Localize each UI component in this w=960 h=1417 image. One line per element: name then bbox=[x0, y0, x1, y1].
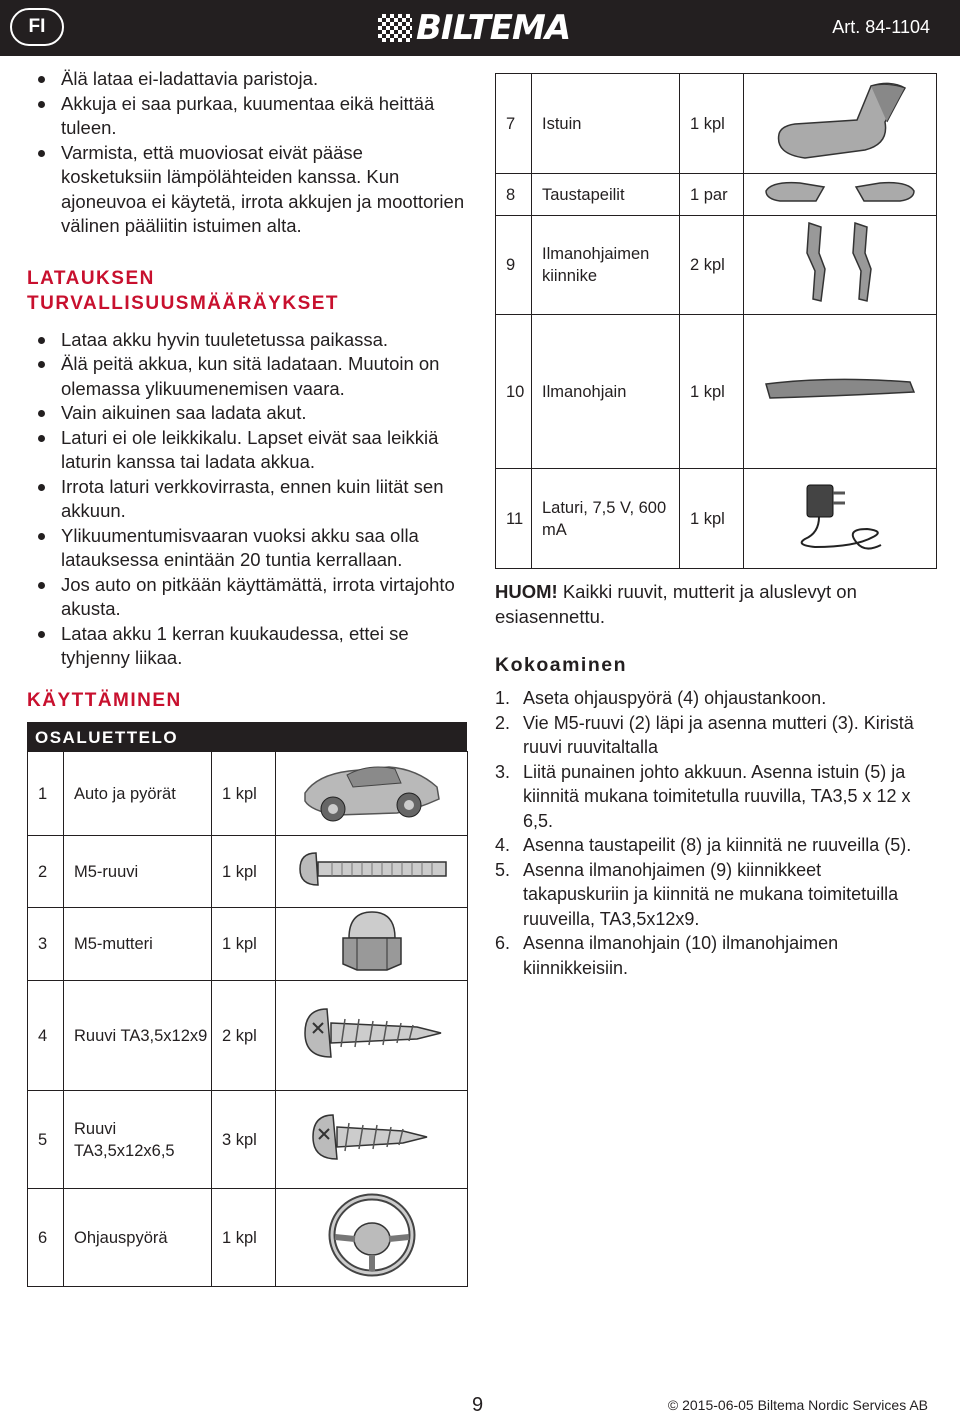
cap-nut-icon bbox=[337, 908, 407, 974]
screw-icon bbox=[307, 1107, 437, 1167]
mirrors-icon bbox=[760, 177, 920, 207]
note bbox=[495, 580, 935, 629]
table-row bbox=[28, 1189, 468, 1287]
part-name: Istuin bbox=[532, 74, 680, 174]
part-number: 7 bbox=[496, 74, 532, 174]
article-number: Art. 84-1104 bbox=[832, 17, 930, 37]
part-name: Ohjauspyörä bbox=[64, 1189, 212, 1287]
step-text: Asenna ilmanohjaimen (9) kiinnikkeet takapuskuriin ja kiinnitä ne mukana toimitetuilla ruuveilla, TA3,5x12x9. bbox=[523, 859, 899, 929]
table-row bbox=[28, 908, 468, 981]
page-number: 9 bbox=[472, 1394, 484, 1416]
bolt-icon bbox=[292, 849, 452, 889]
table-row bbox=[28, 1091, 468, 1189]
list-item: Vain aikuinen saa ladata akut. bbox=[27, 401, 467, 426]
charging-bullet-list bbox=[27, 328, 467, 671]
list-item: Jos auto on pitkään käyttämättä, irrota virtajohto akusta. bbox=[27, 573, 467, 622]
part-name: Taustapeilit bbox=[532, 174, 680, 216]
list-item: 3. Liitä punainen johto akkuun. Asenna istuin (5) ja kiinnitä mukana toimitetulla ruuvilla, TA3,5 x 12 x 6,5. bbox=[495, 761, 911, 831]
language-badge: FI bbox=[10, 8, 64, 46]
list-item: Varmista, että muoviosat eivät pääse kosketuksiin lämpölähteiden kanssa. Kun ajoneuvoa ei käytetä, irrota akkujen ja moottorien välinen pääliitin istuimen alta. bbox=[27, 141, 467, 239]
screw-icon bbox=[297, 1001, 447, 1065]
table-row bbox=[496, 174, 937, 216]
part-qty: 1 kpl bbox=[680, 315, 744, 469]
car-icon bbox=[297, 753, 447, 829]
part-name: Auto ja pyörät bbox=[64, 752, 212, 836]
part-qty: 1 kpl bbox=[680, 469, 744, 569]
parts-table bbox=[27, 751, 468, 1287]
part-name: Ilmanohjaimen kiinnike bbox=[532, 216, 680, 315]
list-item: 4. Asenna taustapeilit (8) ja kiinnitä ne ruuveilla (5). bbox=[495, 835, 912, 855]
note-label: HUOM! bbox=[495, 581, 558, 602]
table-row bbox=[496, 315, 937, 469]
step-text: Asenna ilmanohjain (10) ilmanohjaimen kiinnikkeisiin. bbox=[523, 933, 839, 978]
parts-table-right bbox=[495, 73, 937, 569]
copyright: © 2015-06-05 Biltema Nordic Services AB bbox=[667, 1397, 928, 1413]
part-number: 11 bbox=[496, 469, 532, 569]
part-number: 9 bbox=[496, 216, 532, 315]
part-qty: 1 kpl bbox=[212, 752, 276, 836]
part-number: 2 bbox=[28, 836, 64, 908]
note-text: Kaikki ruuvit, mutterit ja aluslevyt on esiasennettu. bbox=[495, 581, 857, 627]
part-number: 10 bbox=[496, 315, 532, 469]
spoiler-bracket-icon bbox=[795, 219, 885, 305]
list-item: Ylikuumentumisvaaran vuoksi akku saa olla latauksessa enintään 20 tuntia kerrallaan. bbox=[27, 524, 467, 573]
table-row bbox=[496, 74, 937, 174]
part-number: 3 bbox=[28, 908, 64, 981]
part-name: Ilmanohjain bbox=[532, 315, 680, 469]
list-item: Lataa akku 1 kerran kuukaudessa, ettei se tyhjenny liikaa. bbox=[27, 622, 467, 671]
table-row bbox=[496, 469, 937, 569]
seat-icon bbox=[765, 78, 915, 164]
table-row bbox=[28, 981, 468, 1091]
steering-wheel-icon bbox=[327, 1193, 417, 1277]
table-row bbox=[496, 216, 937, 315]
biltema-logo bbox=[378, 8, 571, 48]
step-text: Aseta ohjauspyörä (4) ohjaustankoon. bbox=[523, 688, 827, 708]
table-row bbox=[28, 836, 468, 908]
table-row bbox=[28, 752, 468, 836]
list-item: Akkuja ei saa purkaa, kuumentaa eikä heittää tuleen. bbox=[27, 92, 467, 141]
part-qty: 1 kpl bbox=[212, 908, 276, 981]
left-column bbox=[27, 67, 467, 671]
part-name: M5-ruuvi bbox=[64, 836, 212, 908]
list-item: 5. Asenna ilmanohjaimen (9) kiinnikkeet takapuskuriin ja kiinnitä ne mukana toimitetuilla ruuveilla, TA3,5x12x9. bbox=[495, 859, 899, 929]
parts-list-left bbox=[27, 722, 467, 1287]
list-item: Irrota laturi verkkovirrasta, ennen kuin liität sen akkuun. bbox=[27, 475, 467, 524]
page-header bbox=[0, 0, 960, 56]
part-number: 4 bbox=[28, 981, 64, 1091]
usage-heading: KÄYTTÄMINEN bbox=[27, 690, 182, 711]
part-number: 1 bbox=[28, 752, 64, 836]
part-number: 6 bbox=[28, 1189, 64, 1287]
spoiler-icon bbox=[760, 374, 920, 404]
list-item: 1. Aseta ohjauspyörä (4) ohjaustankoon. bbox=[495, 688, 827, 708]
list-item: 2. Vie M5-ruuvi (2) läpi ja asenna mutteri (3). Kiristä ruuvi ruuvitaltalla bbox=[495, 712, 914, 757]
charging-safety-heading: LATAUKSEN TURVALLISUUSMÄÄRÄYKSET bbox=[27, 267, 340, 314]
parts-list-heading: OSALUETTELO bbox=[27, 722, 467, 751]
step-text: Liitä punainen johto akkuun. Asenna istuin (5) ja kiinnitä mukana toimitetulla ruuvilla, TA3,5 x 12 x 6,5. bbox=[523, 761, 911, 831]
list-item: Laturi ei ole leikkikalu. Lapset eivät saa leikkiä laturin kanssa tai ladata akkua. bbox=[27, 426, 467, 475]
part-qty: 1 kpl bbox=[212, 1189, 276, 1287]
charger-icon bbox=[785, 473, 895, 559]
list-item: 6. Asenna ilmanohjain (10) ilmanohjaimen kiinnikkeisiin. bbox=[495, 933, 839, 978]
part-number: 8 bbox=[496, 174, 532, 216]
part-qty: 2 kpl bbox=[212, 981, 276, 1091]
part-name: Ruuvi TA3,5x12x9 bbox=[64, 981, 212, 1091]
assembly-heading: Kokoaminen bbox=[495, 654, 628, 676]
part-name: M5-mutteri bbox=[64, 908, 212, 981]
part-qty: 1 par bbox=[680, 174, 744, 216]
part-qty: 3 kpl bbox=[212, 1091, 276, 1189]
intro-bullet-list bbox=[27, 67, 467, 239]
part-qty: 1 kpl bbox=[212, 836, 276, 908]
part-qty: 2 kpl bbox=[680, 216, 744, 315]
checkered-flag-icon bbox=[378, 14, 412, 42]
brand-name: BILTEMA bbox=[416, 8, 571, 48]
list-item: Älä peitä akkua, kun sitä ladataan. Muutoin on olemassa ylikuumenemisen vaara. bbox=[27, 352, 467, 401]
step-text: Vie M5-ruuvi (2) läpi ja asenna mutteri (3). Kiristä ruuvi ruuvitaltalla bbox=[523, 712, 914, 757]
part-number: 5 bbox=[28, 1091, 64, 1189]
list-item: Lataa akku hyvin tuuletetussa paikassa. bbox=[27, 328, 467, 353]
assembly-steps bbox=[495, 686, 925, 980]
step-text: Asenna taustapeilit (8) ja kiinnitä ne ruuveilla (5). bbox=[523, 835, 912, 855]
list-item: Älä lataa ei-ladattavia paristoja. bbox=[27, 67, 467, 92]
part-qty: 1 kpl bbox=[680, 74, 744, 174]
part-name: Laturi, 7,5 V, 600 mA bbox=[532, 469, 680, 569]
part-name: Ruuvi TA3,5x12x6,5 bbox=[64, 1091, 212, 1189]
